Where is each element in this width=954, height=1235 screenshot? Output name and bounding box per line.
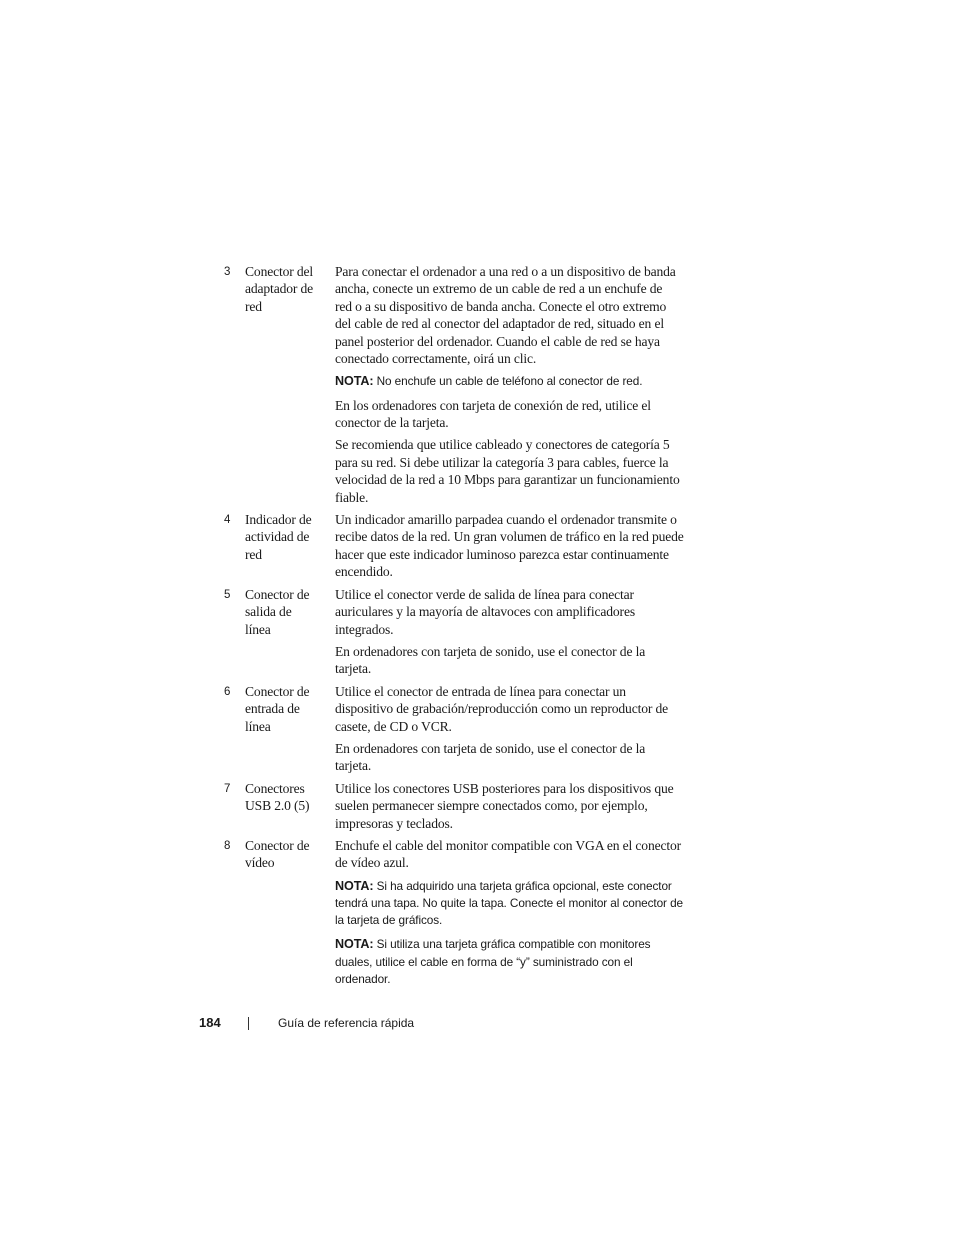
connector-name-line: salida de [245,604,292,620]
text-line: fiable. [335,489,369,505]
connector-description [335,837,714,994]
connector-name-line: entrada de [245,701,300,717]
text-line: la tarjeta de gráficos. [335,913,443,928]
connector-name-line: Conector de [245,683,310,699]
item-number: 8 [224,839,231,852]
connector-name [245,511,335,563]
connector-description [335,586,714,683]
text-line: del cable de red al conector del adaptador de red, situado en el [335,316,664,332]
note-label: NOTA: [335,878,374,893]
table-row [224,837,714,994]
text-line: conectado correctamente, oirá un clic. [335,351,537,367]
table-row [224,263,714,511]
footer-separator [248,1017,249,1030]
table-row [224,586,714,683]
text-line: En ordenadores con tarjeta de sonido, use el conector de la [335,643,646,659]
description-paragraph [335,263,714,367]
connector-name-line: línea [245,718,271,734]
note-label: NOTA: [335,937,374,952]
item-number: 7 [224,782,231,795]
text-line: Un indicador amarillo parpadea cuando el ordenador transmite o [335,512,677,528]
text-line: de vídeo azul. [335,855,409,871]
text-line: tarjeta. [335,661,372,677]
connector-name-line: Conector de [245,837,310,853]
text-line: integrados. [335,621,394,637]
connector-name-line: adaptador de [245,281,314,297]
connector-name-line: Indicador de [245,512,312,528]
connector-name [245,263,335,315]
note-text: Si utiliza una tarjeta gráfica compatible con monitores [376,937,651,952]
connector-name [245,683,335,735]
description-paragraph [335,643,714,678]
connector-description [335,263,714,511]
note-block [335,935,714,988]
footer-title: Guía de referencia rápida [278,1016,415,1030]
text-line: Utilice el conector de entrada de línea para conectar un [335,683,626,699]
description-paragraph [335,586,714,638]
connector-name [245,586,335,638]
connector-name-line: Conectores [245,780,305,796]
text-line: dispositivo de grabación/reproducción como un reproductor de [335,701,669,717]
connector-description [335,780,714,837]
text-line: conector de la tarjeta. [335,415,449,431]
text-line: Enchufe el cable del monitor compatible con VGA en el conector [335,837,682,853]
text-line: encendido. [335,564,393,580]
connector-name-line: Conector de [245,586,310,602]
note-text: Si ha adquirido una tarjeta gráfica opcional, este conector [376,878,672,893]
text-line: velocidad de la red a 10 Mbps para garantizar un funcionamiento [335,472,680,488]
note-line [335,936,714,953]
description-paragraph [335,397,714,432]
connector-name-line: vídeo [245,855,275,871]
page-number: 184 [199,1015,221,1030]
text-line: En ordenadores con tarjeta de sonido, use el conector de la [335,740,646,756]
text-line: Para conectar el ordenador a una red o a un dispositivo de banda [335,264,676,279]
text-line: ancha, conecte un extremo de un cable de red a un enchufe de [335,281,663,297]
text-line: Se recomienda que utilice cableado y conectores de categoría 5 [335,437,670,453]
note-block [335,372,714,390]
connector-name-line: Conector del [245,264,314,279]
connector-name-line: actividad de [245,529,310,545]
text-line: En los ordenadores con tarjeta de conexión de red, utilice el [335,397,651,413]
text-line: tendrá una tapa. No quite la tapa. Conecte el monitor al conector de [335,896,683,910]
text-line: Utilice los conectores USB posteriores para los dispositivos que [335,780,674,796]
connector-name-line: USB 2.0 (5) [245,798,310,814]
text-line: casete, de CD o VCR. [335,718,452,734]
description-paragraph [335,511,714,581]
description-paragraph [335,837,714,872]
text-line: impresoras y teclados. [335,815,453,831]
table-row [224,780,714,837]
note-text: No enchufe un cable de teléfono al conector de red. [376,374,643,389]
connector-name-line: línea [245,621,271,637]
note-block [335,877,714,930]
note-label: NOTA: [335,374,374,389]
connector-name [245,780,335,815]
connector-description [335,683,714,780]
note-line [335,878,714,895]
text-line: tarjeta. [335,758,372,774]
connector-table [224,263,714,994]
item-number: 3 [224,266,231,278]
text-line: hacer que este indicador luminoso parezca estar continuamente [335,546,669,562]
description-paragraph [335,683,714,735]
text-line: Utilice el conector verde de salida de línea para conectar [335,586,634,602]
description-paragraph [335,740,714,775]
page-footer [199,1015,599,1035]
item-number: 5 [224,588,231,601]
connector-name-line: red [245,546,262,562]
text-line: suelen permanecer siempre conectados como, por ejemplo, [335,798,648,814]
text-line: auriculares y la mayoría de altavoces con amplificadores [335,604,635,620]
text-line: recibe datos de la red. Un gran volumen de tráfico en la red puede [335,529,684,545]
item-number: 6 [224,685,231,698]
text-line: panel posterior del ordenador. Cuando el cable de red se haya [335,333,660,349]
text-line: duales, utilice el cable en forma de “y” suministrado con el [335,954,633,969]
text-line: para su red. Si debe utilizar la categoría 3 para cables, fuerce la [335,454,669,470]
table-row [224,511,714,586]
note-line [335,373,714,390]
connector-name [245,837,335,872]
item-number: 4 [224,514,231,527]
text-line: ordenador. [335,971,391,986]
description-paragraph [335,780,714,832]
table-row [224,683,714,780]
text-line: red o a su dispositivo de banda ancha. Conecte el otro extremo [335,298,667,314]
connector-description [335,511,714,586]
description-paragraph [335,436,714,506]
connector-name-line: red [245,298,262,314]
